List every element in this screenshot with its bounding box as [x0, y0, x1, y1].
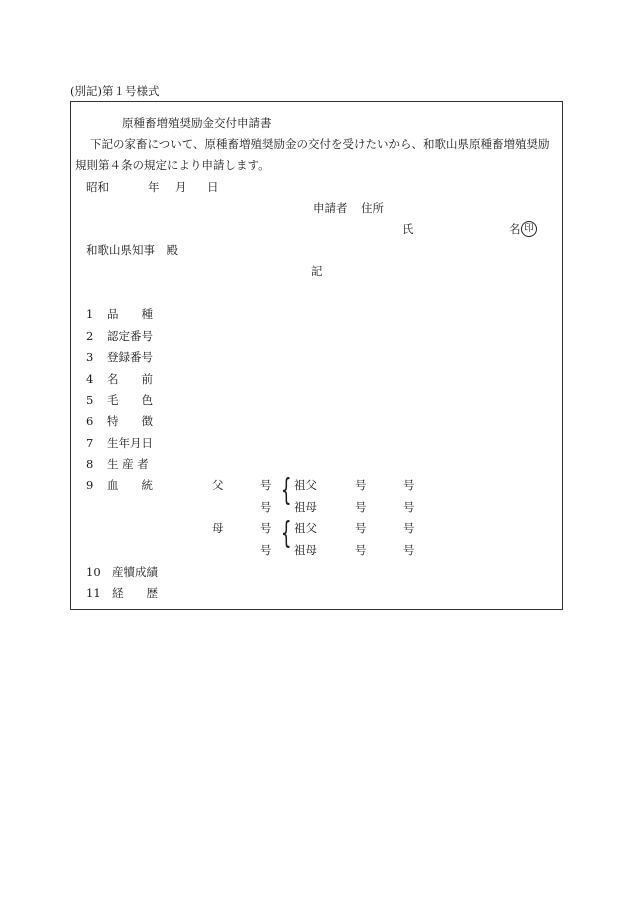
item-number: 10 [86, 565, 101, 579]
form-title: 原種畜増殖奨励金交付申請書 [122, 116, 272, 130]
pedigree-number-label: 号 [403, 543, 415, 557]
item-label: 登録番号 [107, 350, 153, 364]
pedigree-grandmother: 祖母 [294, 500, 317, 514]
item-label: 毛 色 [107, 393, 153, 407]
item-label: 生年月日 [107, 436, 153, 450]
pedigree-number-label: 号 [403, 521, 415, 535]
addressee: 和歌山県知事 殿 [86, 243, 178, 257]
item-label: 産犢成績 [112, 565, 158, 579]
item-number: 7 [86, 436, 94, 450]
pedigree-mother: 母 [212, 521, 224, 535]
item-number: 3 [86, 350, 94, 364]
item-number: 6 [86, 414, 94, 428]
applicant-name-label-a: 氏 [402, 222, 414, 236]
item-number: 9 [86, 478, 94, 492]
item-label: 品 種 [107, 307, 153, 321]
pedigree-father: 父 [212, 478, 224, 492]
applicant-address-label: 住所 [361, 201, 384, 215]
item-label: 血 統 [107, 478, 153, 492]
item-label: 名 前 [107, 372, 153, 386]
pedigree-number-label: 号 [403, 478, 415, 492]
date-day: 日 [207, 180, 219, 194]
ki-heading: 記 [311, 264, 323, 278]
item-number: 8 [86, 457, 94, 471]
body-text-line-2: 規則第４条の規定により申請します。 [75, 158, 270, 172]
date-era: 昭和 [86, 180, 109, 194]
pedigree-number-label: 号 [260, 521, 272, 535]
applicant-name-label-b: 名 [509, 222, 521, 236]
item-label: 経 歴 [112, 586, 158, 600]
date-month: 月 [175, 180, 187, 194]
item-number: 5 [86, 393, 94, 407]
pedigree-number-label: 号 [260, 543, 272, 557]
left-brace-icon: { [281, 473, 292, 508]
seal-mark: 印 [521, 221, 537, 237]
pedigree-number-label: 号 [260, 478, 272, 492]
left-brace-icon: { [281, 516, 292, 551]
item-label: 認定番号 [107, 329, 153, 343]
form-number-label: (別記)第１号様式 [70, 84, 160, 98]
pedigree-grandfather: 祖父 [294, 521, 317, 535]
item-label: 特 徴 [107, 414, 153, 428]
pedigree-number-label: 号 [355, 478, 367, 492]
pedigree-number-label: 号 [260, 500, 272, 514]
item-number: 1 [86, 307, 94, 321]
pedigree-number-label: 号 [355, 521, 367, 535]
pedigree-number-label: 号 [355, 543, 367, 557]
item-label: 生 産 者 [107, 457, 149, 471]
body-text-line-1: 下記の家畜について、原種畜増殖奨励金の交付を受けたいから、和歌山県原種畜増殖奨励 [90, 137, 550, 151]
item-number: 2 [86, 329, 94, 343]
item-number: 4 [86, 372, 94, 386]
pedigree-grandfather: 祖父 [294, 478, 317, 492]
item-number: 11 [86, 586, 101, 600]
applicant-label: 申請者 [313, 201, 348, 215]
pedigree-grandmother: 祖母 [294, 543, 317, 557]
pedigree-number-label: 号 [355, 500, 367, 514]
pedigree-number-label: 号 [403, 500, 415, 514]
date-year: 年 [148, 180, 160, 194]
